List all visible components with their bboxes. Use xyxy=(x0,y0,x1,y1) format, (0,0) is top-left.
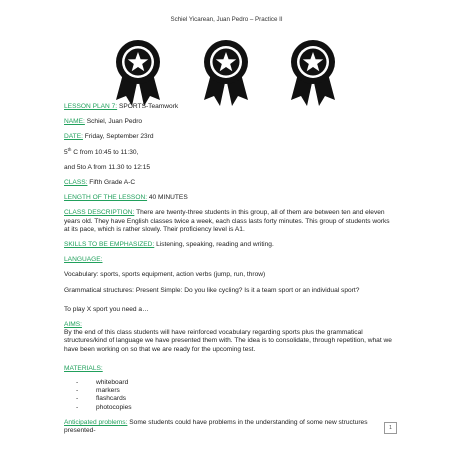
materials-item: - flashcards xyxy=(76,395,394,403)
aims-label: AIMS: xyxy=(64,321,82,329)
time-grade-suffix: th xyxy=(67,146,72,152)
length-label: LENGTH OF THE LESSON: xyxy=(64,194,148,202)
date-label: DATE: xyxy=(64,133,83,141)
lesson-plan-body xyxy=(64,103,394,435)
date-value: Friday, September 23rd xyxy=(82,133,154,141)
badge-row xyxy=(0,38,453,108)
anticipated-problems-value: Some students could have problems in the understanding of some new structures presented- xyxy=(64,418,368,435)
page-header: Schiel Yicarean, Juan Pedro – Practice II xyxy=(170,16,283,23)
class-label: CLASS: xyxy=(64,179,88,187)
anticipated-problems xyxy=(64,419,394,435)
class-description-label: CLASS DESCRIPTION: xyxy=(64,209,135,217)
award-badge-icon xyxy=(110,38,166,108)
to-play-line: To play X sport you need a… xyxy=(64,305,149,313)
aims-heading xyxy=(64,321,394,329)
class-description xyxy=(64,209,394,234)
award-badge-icon xyxy=(285,38,341,108)
award-badge-icon xyxy=(198,38,254,108)
materials-item: - markers xyxy=(76,387,394,395)
skills-value: Listening, speaking, reading and writing. xyxy=(154,241,274,249)
skills-line xyxy=(64,241,394,249)
page-number: 1 xyxy=(384,422,397,434)
anticipated-problems-label: Anticipated problems: xyxy=(64,418,128,426)
name-line xyxy=(64,118,394,126)
date-line xyxy=(64,133,394,141)
name-value: Schiel, Juan Pedro xyxy=(84,118,143,126)
materials-heading xyxy=(64,365,394,373)
time-line-2: and 5to A from 11.30 to 12:15 xyxy=(64,163,151,171)
aims-text: By the end of this class students will have reinforced vocabulary regarding sports plus the grammatical structures/kind of language we have presented them with. The idea is to consolidate, through repetition, what we have been working on so that we are ready for the upcoming test. xyxy=(64,329,392,353)
lesson-plan-value: SPORTS-Teamwork xyxy=(117,103,179,110)
materials-list xyxy=(76,379,394,412)
grammar-line: Grammatical structures: Present Simple: Do you like cycling? Is it a team sport or an individual sport? xyxy=(64,286,360,294)
lesson-plan-label: LESSON PLAN 7: xyxy=(64,103,118,110)
class-value: Fifth Grade A-C xyxy=(87,179,136,187)
materials-label: MATERIALS: xyxy=(64,364,103,372)
lesson-plan-line xyxy=(64,103,394,111)
language-label: LANGUAGE: xyxy=(64,256,103,264)
time-range-1: C from 10:45 to 11:30, xyxy=(71,148,139,156)
vocabulary-line: Vocabulary: sports, sports equipment, action verbs (jump, run, throw) xyxy=(64,271,266,279)
class-description-value: There are twenty-three students in this group, all of them are between ten and eleven years old. They have English classes twice a week, each class lasts forty minutes. This group of students works at its pace, which is rather slowly. Their proficiency level is A1. xyxy=(64,209,390,233)
skills-label: SKILLS TO BE EMPHASIZED: xyxy=(64,241,155,249)
class-line xyxy=(64,179,394,187)
materials-item: - whiteboard xyxy=(76,379,394,387)
time-line-1 xyxy=(64,146,394,157)
materials-item: - photocopies xyxy=(76,404,394,412)
length-line xyxy=(64,194,394,202)
time-grade: 5 xyxy=(64,148,68,156)
language-heading xyxy=(64,256,394,264)
name-label: NAME: xyxy=(64,118,85,126)
length-value: 40 MINUTES xyxy=(147,194,188,202)
